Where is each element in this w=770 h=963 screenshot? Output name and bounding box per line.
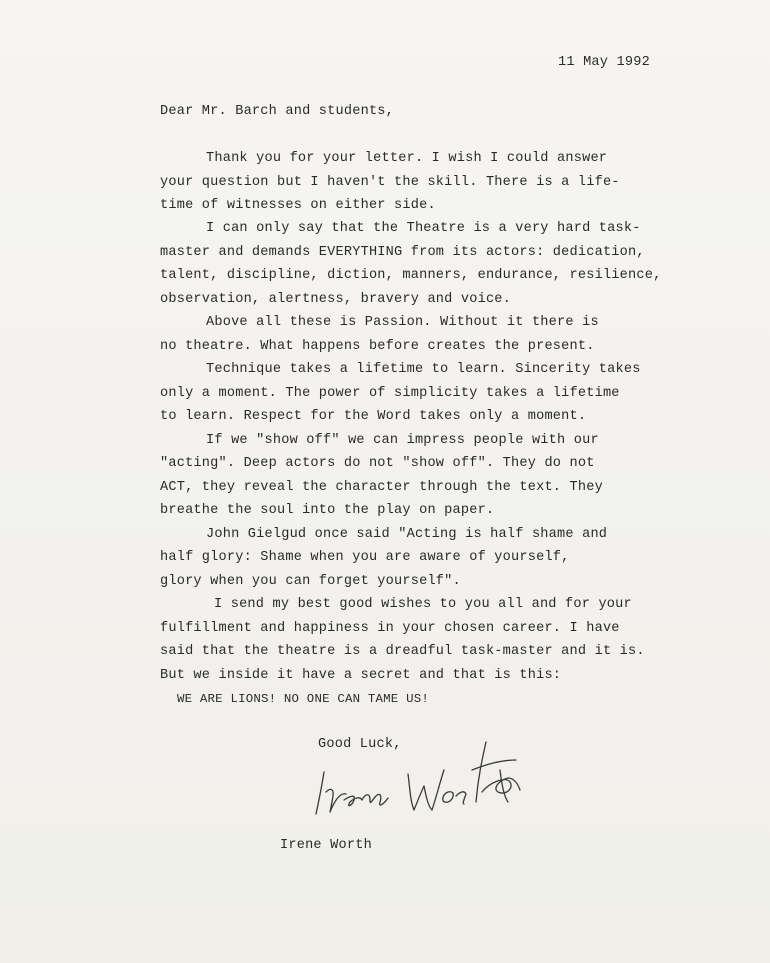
body-line: glory when you can forget yourself". — [160, 574, 461, 589]
body-line: master and demands EVERYTHING from its actors: dedication, — [160, 245, 645, 260]
body-line: Thank you for your letter. I wish I could answer — [206, 151, 608, 166]
body-line: your question but I haven't the skill. There is a life- — [160, 175, 620, 190]
body-line: said that the theatre is a dreadful task-master and it is. — [160, 644, 645, 659]
body-line: John Gielgud once said "Acting is half shame and — [206, 527, 608, 542]
body-line: observation, alertness, bravery and voice. — [160, 292, 512, 307]
body-line: Technique takes a lifetime to learn. Sincerity takes — [206, 362, 641, 377]
body-line: I send my best good wishes to you all and for your — [214, 597, 632, 612]
letter-date: 11 May 1992 — [558, 55, 650, 70]
body-line: talent, discipline, diction, manners, endurance, resilience, — [160, 268, 662, 283]
letter-signer: Irene Worth — [280, 838, 372, 853]
letter-salutation: Dear Mr. Barch and students, — [160, 104, 395, 119]
body-line: only a moment. The power of simplicity takes a lifetime — [160, 386, 620, 401]
handwritten-signature — [310, 730, 540, 825]
body-line: WE ARE LIONS! NO ONE CAN TAME US! — [177, 692, 429, 706]
body-line: Above all these is Passion. Without it there is — [206, 315, 599, 330]
body-line: time of witnesses on either side. — [160, 198, 436, 213]
body-line: But we inside it have a secret and that is this: — [160, 668, 562, 683]
body-line: to learn. Respect for the Word takes only a moment. — [160, 409, 587, 424]
body-line: fulfillment and happiness in your chosen career. I have — [160, 621, 620, 636]
body-line: ACT, they reveal the character through the text. They — [160, 480, 603, 495]
body-line: "acting". Deep actors do not "show off". They do not — [160, 456, 595, 471]
body-line: half glory: Shame when you are aware of yourself, — [160, 550, 570, 565]
letter-closing: Good Luck, — [318, 737, 402, 752]
body-line: no theatre. What happens before creates the present. — [160, 339, 595, 354]
body-line: If we "show off" we can impress people with our — [206, 433, 599, 448]
body-line: I can only say that the Theatre is a very hard task- — [206, 221, 641, 236]
body-line: breathe the soul into the play on paper. — [160, 503, 495, 518]
